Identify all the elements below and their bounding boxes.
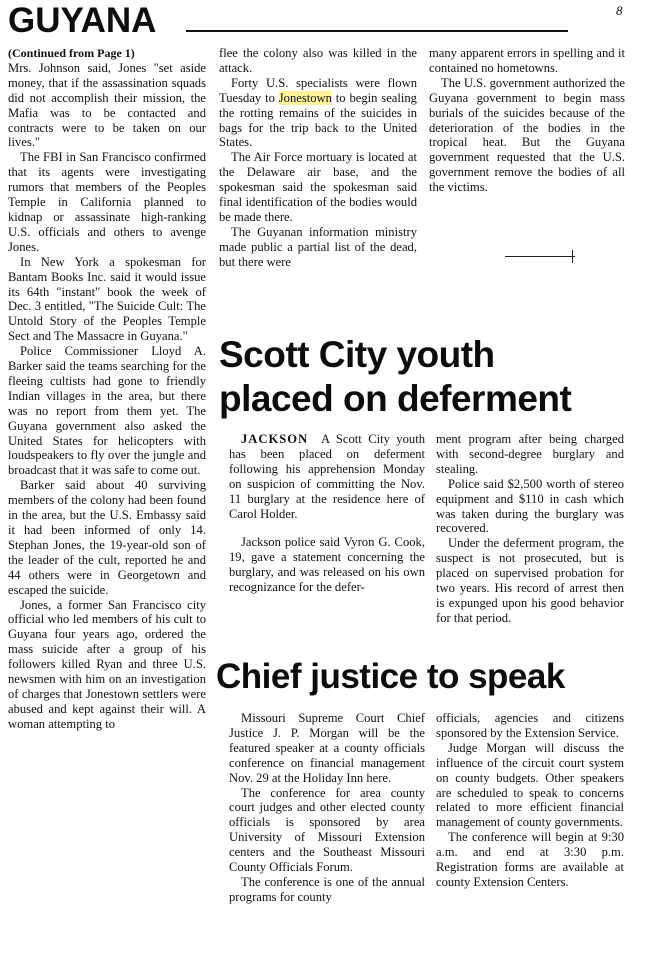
guyana-c1-p1: Mrs. Johnson said, Jones "set aside money, that if the assassination squads did not accomplish their mission, the Mafia was to be contacted and contracts were to be taken on our lives." [8,60,206,150]
chief-column-1 [229,711,425,905]
section-title-rule [186,30,568,32]
scott-c2-p2: Police said $2,500 worth of stereo equipment and $110 in cash which was taken during the burglary was recovered. [436,476,624,536]
scott-c1-p2: Jackson police said Vyron G. Cook, 19, gave a statement concerning the burglary, and was released on his own recognizance for the defer- [229,535,425,595]
chief-column-2 [436,711,624,890]
scott-headline-line-1: Scott City youth [219,334,495,375]
guyana-c2-p2 [219,76,417,151]
guyana-column-1 [8,46,206,732]
guyana-column-2 [219,46,417,270]
scott-headline-line-2: placed on deferment [219,378,572,419]
page-number: 8 [616,3,623,18]
guyana-c2-p2-before: Forty U.S. specialists were flown Tuesday to [219,75,417,105]
scott-c1-p1-text: A Scott City youth has been placed on deferment following his apprehension Monday on suspicion of committing the Nov. 11 burglary at the residence here of Carol Holder. [229,432,425,521]
chief-c1-p3: The conference is one of the annual programs for county [229,874,425,904]
dateline: JACKSON [241,432,309,446]
guyana-c3-p1: many apparent errors in spelling and it contained no hometowns. [429,46,625,75]
story-end-mark [505,256,575,257]
chief-c2-p2: Judge Morgan will discuss the influence of the circuit court system on county budgets. Other speakers are scheduled to speak to concerns related to more efficient financial management of county governments. [436,740,624,830]
guyana-c1-p2: The FBI in San Francisco confirmed that its agents were investigating rumors that members of the Peoples Temple in California planned to kidnap or assassinate high-ranking U.S. officials and others to avenge Jones. [8,150,206,254]
continued-line: (Continued from Page 1) [8,46,135,60]
scott-c1-p1 [229,432,425,521]
chief-c2-p1: officials, agencies and citizens sponsored by the Extension Service. [436,711,624,740]
guyana-c2-p4: The Guyanan information ministry made public a partial list of the dead, but there were [219,224,417,269]
jonestown-highlight: Jonestown [278,90,332,105]
guyana-c2-p1: flee the colony also was killed in the attack. [219,46,417,75]
chief-headline: Chief justice to speak [216,657,565,696]
guyana-c1-p4: Police Commissioner Lloyd A. Barker said the teams searching for the fleeing cultists had gone to friendly Indian villages in the area, but there was no report from them yet. The Guyana government also asked the United States for helicopters with loudspeakers to fly over the jungle and broadcast that it was safe to come out. [8,344,206,478]
chief-c2-p3: The conference will begin at 9:30 a.m. and end at 3:30 p.m. Registration forms are available at county Extension Centers. [436,830,624,889]
story-end-tick [572,250,573,263]
scott-column-2 [436,432,624,626]
scott-c2-p3: Under the deferment program, the suspect is not prosecuted, but is placed on supervised probation for two years. His record of arrest then is expunged upon his good behavior for that period. [436,536,624,625]
guyana-c1-p6: Jones, a former San Francisco city official who led members of his cult to Guyana four years ago, ordered the mass suicide after a group of his followers killed Ryan and three U.S. newsmen with him on an investigation of charges that Jonestown settlers were abused and kept against their will. A woman attempting to [8,597,206,731]
guyana-c2-p2-after: to begin sealing the rotting remains of the suicides in bags for the trip back to the United States. [219,90,417,150]
guyana-c3-p2: The U.S. government authorized the Guyana government to begin mass burials of the suicides because of the deterioration of the bodies in the tropical heat. But the Guyana government requested that the U.S. government remove the bodies of all the victims. [429,75,625,195]
guyana-c2-p3: The Air Force mortuary is located at the Delaware air base, and the spokesman said the spokesman said final identification of the bodies would be made there. [219,150,417,224]
scott-column-1 [229,432,425,595]
guyana-column-3 [429,46,625,195]
chief-c1-p1: Missouri Supreme Court Chief Justice J. P. Morgan will be the featured speaker at a county officials conference on financial management Nov. 29 at the Holiday Inn here. [229,711,425,785]
section-title: GUYANA [8,1,157,40]
guyana-c1-p5: Barker said about 40 surviving members of the colony had been found in the area, but the U.S. Embassy said it had been informed of only 14. Stephan Jones, the 19-year-old son of the leader of the cult, reported he and 44 others were in Georgetown and escaped the suicide. [8,478,206,597]
scott-c2-p1: ment program after being charged with second-degree burglary and stealing. [436,432,624,476]
guyana-c1-p3: In New York a spokesman for Bantam Books Inc. said it would issue its 64th "instant" book the week of Dec. 3 entitled, "The Suicide Cult: The Untold Story of the Peoples Temple Sect and The Massacre in Guyana." [8,254,206,344]
chief-c1-p2: The conference for area county court judges and other elected county officials is sponsored by area University of Missouri Extension centers and the Southeast Missouri County Officials Forum. [229,785,425,875]
